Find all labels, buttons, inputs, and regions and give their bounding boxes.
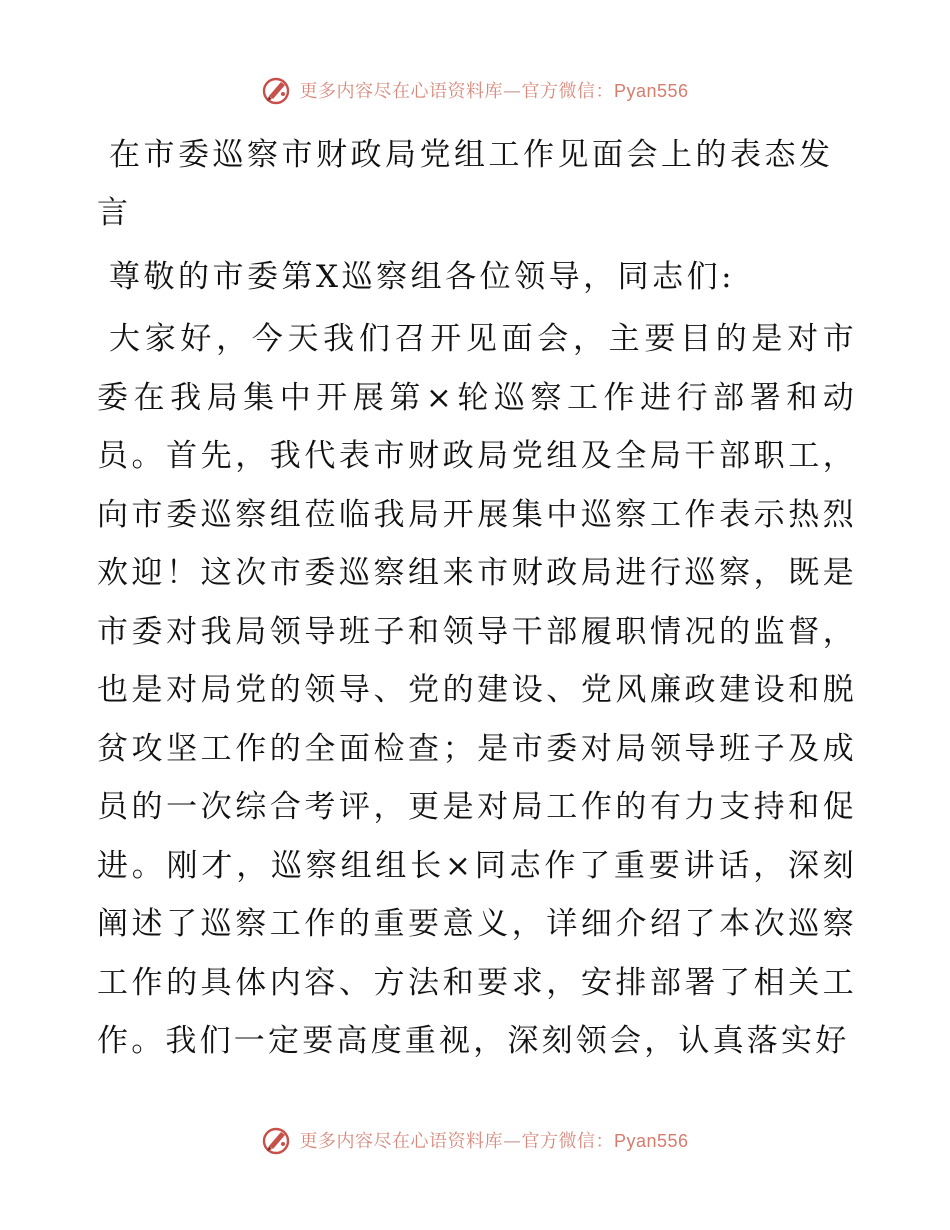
watermark-wechat-id: Pyan556 xyxy=(613,81,689,101)
header-watermark xyxy=(0,68,950,112)
brush-pen-logo-icon xyxy=(261,74,293,106)
watermark-slogan: 更多内容尽在心语资料库 xyxy=(299,1131,503,1152)
watermark-wechat-id: Pyan556 xyxy=(613,1131,689,1151)
document-content xyxy=(97,126,857,1071)
footer-watermark xyxy=(0,1118,950,1162)
salutation: 尊敬的市委第X巡察组各位领导，同志们: xyxy=(109,259,736,295)
watermark-label: 官方微信： xyxy=(521,81,614,102)
watermark-slogan: 更多内容尽在心语资料库 xyxy=(299,81,503,102)
watermark-label: 官方微信： xyxy=(521,1131,614,1152)
brush-pen-logo-icon xyxy=(261,1124,293,1156)
watermark-separator: — xyxy=(502,81,522,102)
body-paragraph: 大家好，今天我们召开见面会，主要目的是对市委在我局集中开展第×轮巡察工作进行部署和动员。首先，我代表市财政局党组及全局干部职工，向市委巡察组莅临我局开展集中巡察工作表示热烈欢迎！这次市委巡察组来市财政局进行巡察，既是市委对我局领导班子和领导干部履职情况的监督，也是对局党的领导、党的建设、党风廉政建设和脱贫攻坚工作的全面检查；是市委对局领导班子及成员的一次综合考评，更是对局工作的有力支持和促进。刚才，巡察组组长×同志作了重要讲话，深刻阐述了巡察工作的重要意义，详细介绍了本次巡察工作的具体内容、方法和要求，安排部署了相关工作。我们一定要高度重视，深刻领会，认真落实好 xyxy=(97,321,857,1059)
watermark-separator: — xyxy=(502,1131,522,1152)
document-title: 在市委巡察市财政局党组工作见面会上的表态发言 xyxy=(97,137,834,231)
